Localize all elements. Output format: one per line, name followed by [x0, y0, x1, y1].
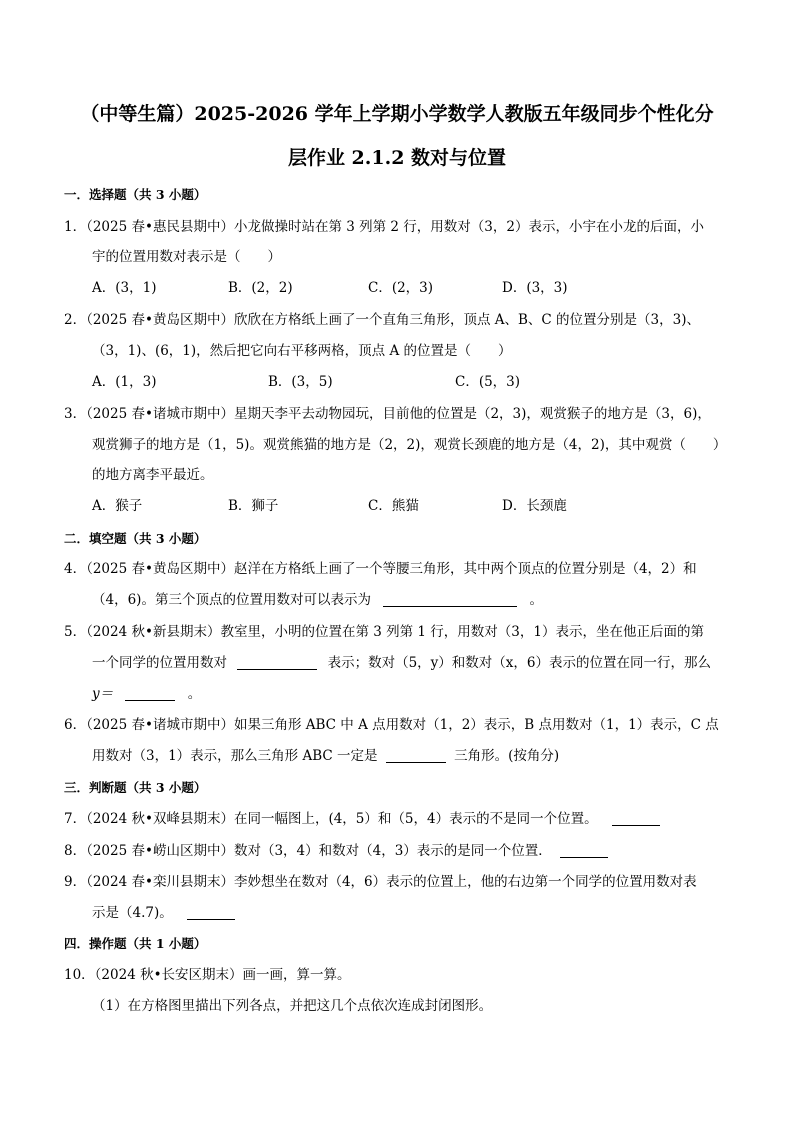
- q4-stem-line2: [92, 591, 543, 609]
- q9-stem-line1: 9．（2024 春•栾川县期末）李妙想坐在数对（4，6）表示的位置上，他的右边第一个同学的位置用数对表: [64, 874, 697, 890]
- q4-stem-line1: 4．（2025 春•黄岛区期中）赵洋在方格纸上画了一个等腰三角形，其中两个顶点的位置分别是（4，2）和: [64, 561, 697, 577]
- q5-stem-text: 一个同学的位置用数对: [92, 655, 227, 671]
- q9-answer-blank[interactable]: [187, 905, 235, 920]
- document-title-line1: （中等生篇）2025-2026 学年上学期小学数学人教版五年级同步个性化分: [80, 103, 714, 125]
- q4-answer-blank[interactable]: [383, 592, 517, 607]
- q3-option-d: D．长颈鹿: [502, 498, 567, 514]
- q5-y-label: y＝: [92, 686, 114, 702]
- q8-stem-text: 8．（2025 春•崂山区期中）数对（3，4）和数对（4，3）表示的是同一个位置．: [64, 843, 552, 859]
- q3-option-b: B．狮子: [228, 498, 279, 514]
- q1-option-a: A．(3，1): [92, 280, 157, 296]
- section-heading-judge: 三．判断题（共 3 小题）: [64, 780, 207, 795]
- q8-stem-line1: [64, 842, 608, 860]
- q5-answer-blank-1[interactable]: [237, 655, 317, 670]
- document-title-line2: 层作业 2.1.2 数对与位置: [287, 147, 507, 169]
- q5-stem-line3: [92, 685, 201, 703]
- q9-stem-line2: [92, 904, 235, 922]
- q6-stem-end: 三角形。(按角分): [454, 748, 560, 764]
- q2-option-b: B．(3，5): [268, 374, 333, 390]
- q3-option-a: A．猴子: [92, 498, 143, 514]
- q5-stem-end: 。: [187, 686, 202, 702]
- q10-stem-line2: （1）在方格图里描出下列各点，并把这几个点依次连成封闭图形。: [92, 998, 493, 1014]
- q1-stem-line1: 1．（2025 春•惠民县期中）小龙做操时站在第 3 列第 2 行，用数对（3，2）表示，小宇在小龙的后面，小: [64, 219, 704, 235]
- q6-stem-text: 用数对（3，1）表示，那么三角形 ABC 一定是: [92, 748, 378, 764]
- q2-stem-line1: 2．（2025 春•黄岛区期中）欣欣在方格纸上画了一个直角三角形，顶点 A、B、C 的位置分别是（3，3)、: [64, 312, 700, 328]
- q1-option-b: B．(2，2): [228, 280, 293, 296]
- q8-answer-blank[interactable]: [560, 843, 608, 858]
- q2-stem-line2: （3，1)、(6，1)，然后把它向右平移两格，顶点 A 的位置是（ ）: [92, 343, 512, 359]
- q3-stem-line2: 观赏狮子的地方是（1，5)。观赏熊猫的地方是（2，2)，观赏长颈鹿的地方是（4，2)，其中观赏（ ）: [92, 437, 727, 453]
- q1-option-d: D．(3，3): [502, 280, 568, 296]
- section-heading-fill: 二．填空题（共 3 小题）: [64, 531, 207, 546]
- q10-stem-line1: 10．（2024 秋•长安区期末）画一画，算一算。: [64, 967, 351, 983]
- q1-stem-line2: 宇的位置用数对表示是（ ）: [92, 249, 281, 265]
- section-heading-choice: 一．选择题（共 3 小题）: [64, 187, 207, 202]
- q4-stem-end: 。: [529, 592, 544, 608]
- q6-stem-line2: [92, 747, 559, 765]
- q6-stem-line1: 6．（2025 春•诸城市期中）如果三角形 ABC 中 A 点用数对（1，2）表示，B 点用数对（1，1）表示，C 点: [64, 717, 719, 733]
- q9-stem-text: 示是（4.7)。: [92, 905, 173, 921]
- q6-answer-blank[interactable]: [386, 748, 446, 763]
- q1-option-c: C．(2，3): [368, 280, 434, 296]
- q3-option-c: C．熊猫: [368, 498, 419, 514]
- q7-stem-text: 7．（2024 秋•双峰县期末）在同一幅图上，(4，5）和（5，4）表示的不是同一个位置。: [64, 811, 598, 827]
- q2-option-c: C．(5，3): [455, 374, 521, 390]
- q5-answer-blank-2[interactable]: [125, 686, 175, 701]
- q5-stem-text-2: 表示；数对（5，y）和数对（x，6）表示的位置在同一行，那么: [327, 655, 712, 671]
- q5-stem-line1: 5．（2024 秋•新县期末）教室里，小明的位置在第 3 列第 1 行，用数对（3，1）表示，坐在他正后面的第: [64, 624, 704, 640]
- q3-stem-line3: 的地方离李平最近。: [92, 467, 214, 483]
- q2-option-a: A．(1，3): [92, 374, 157, 390]
- q7-answer-blank[interactable]: [612, 811, 660, 826]
- q7-stem-line1: [64, 810, 660, 828]
- q5-stem-line2: [92, 654, 711, 672]
- q4-stem-text: （4，6)。第三个顶点的位置用数对可以表示为: [92, 592, 371, 608]
- q3-stem-line1: 3．（2025 春•诸城市期中）星期天李平去动物园玩，目前他的位置是（2，3)，观赏猴子的地方是（3，6)，: [64, 406, 711, 422]
- section-heading-operation: 四．操作题（共 1 小题）: [64, 936, 207, 951]
